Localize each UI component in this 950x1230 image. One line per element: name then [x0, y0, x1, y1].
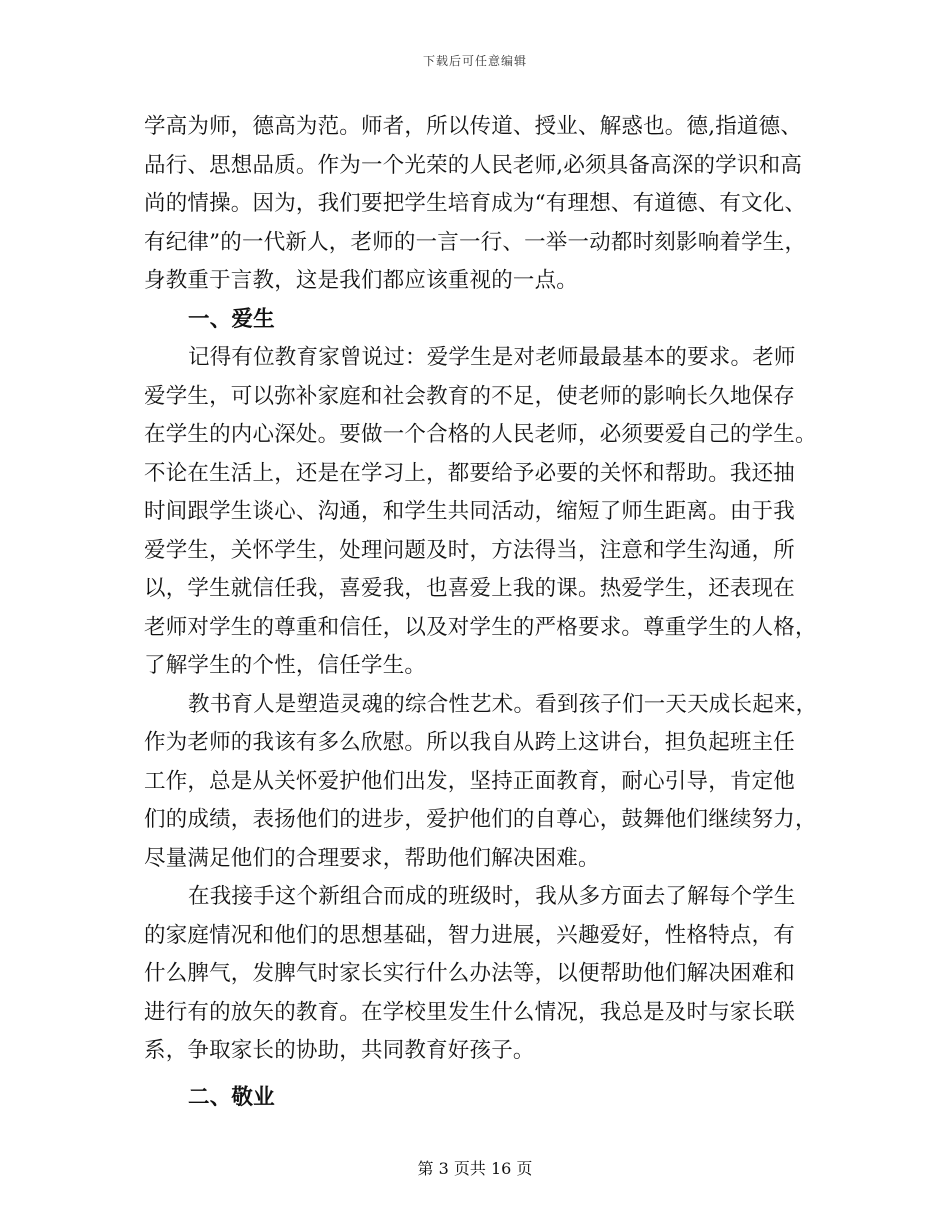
page-number: 第 3 页共 16 页 — [417, 1159, 533, 1178]
section-heading-aisheng: 一、爱生 — [188, 306, 275, 332]
body-line: 学高为师，德高为范。师者，所以传道、授业、解惑也。德,指道德、 — [144, 114, 803, 139]
paragraph-start-line: 教书育人是塑造灵魂的综合性艺术。看到孩子们一天天成长起来， — [188, 691, 818, 717]
body-line: 什么脾气，发脾气时家长实行什么办法等，以便帮助他们解决困难和 — [144, 961, 796, 986]
body-line: 老师对学生的尊重和信任，以及对学生的严格要求。尊重学生的人格， — [144, 614, 817, 640]
body-line: 作为老师的我该有多么欣慰。所以我自从跨上这讲台，担负起班主任 — [144, 730, 796, 755]
body-line: 尚的情操。因为，我们要把学生培育成为“有理想、有道德、有文化、 — [144, 191, 807, 216]
section-gap — [144, 1071, 806, 1079]
body-line: 以，学生就信任我，喜爱我，也喜爱上我的课。热爱学生，还表现在 — [144, 576, 796, 601]
body-line: 尽量满足他们的合理要求，帮助他们解决困难。 — [144, 845, 600, 871]
body-line: 系，争取家长的协助，共同教育好孩子。 — [144, 1038, 535, 1063]
body-line: 爱学生，关怀学生，处理问题及时，方法得当，注意和学生沟通，所 — [144, 537, 796, 563]
body-line: 工作，总是从关怀爱护他们出发，坚持正面教育，耐心引导，肯定他 — [144, 768, 796, 794]
body-line: 在学生的内心深处。要做一个合格的人民老师，必须要爱自己的学生。 — [144, 422, 817, 447]
paragraph-start-line: 在我接手这个新组合而成的班级时，我从多方面去了解每个学生 — [188, 884, 796, 909]
document-body — [144, 108, 818, 1117]
body-line: 进行有的放矢的教育。在学校里发生什么情况，我总是及时与家长联 — [144, 999, 796, 1025]
body-line: 了解学生的个性，信任学生。 — [144, 653, 427, 678]
body-line: 身教重于言教，这是我们都应该重视的一点。 — [144, 268, 579, 293]
paragraph-start-line: 记得有位教育家曾说过：爱学生是对老师最最基本的要求。老师 — [188, 345, 796, 370]
body-line: 的家庭情况和他们的思想基础，智力进展，兴趣爱好，性格特点，有 — [144, 922, 796, 948]
body-line: 们的成绩，表扬他们的进步，爱护他们的自尊心，鼓舞他们继续努力， — [144, 807, 817, 832]
body-line: 有纪律”的一代新人，老师的一言一行、一举一动都时刻影响着学生， — [144, 229, 807, 255]
body-line: 时间跟学生谈心、沟通，和学生共同活动，缩短了师生距离。由于我 — [144, 499, 796, 524]
body-line: 爱学生，可以弥补家庭和社会教育的不足，使老师的影响长久地保存 — [144, 383, 796, 409]
body-line: 品行、思想品质。作为一个光荣的人民老师,必须具备高深的学识和高 — [144, 152, 803, 178]
section-heading-jingye: 二、敬业 — [188, 1084, 275, 1110]
page-header: 下载后可任意编辑 — [422, 54, 527, 68]
body-line: 不论在生活上，还是在学习上，都要给予必要的关怀和帮助。我还抽 — [144, 460, 796, 486]
